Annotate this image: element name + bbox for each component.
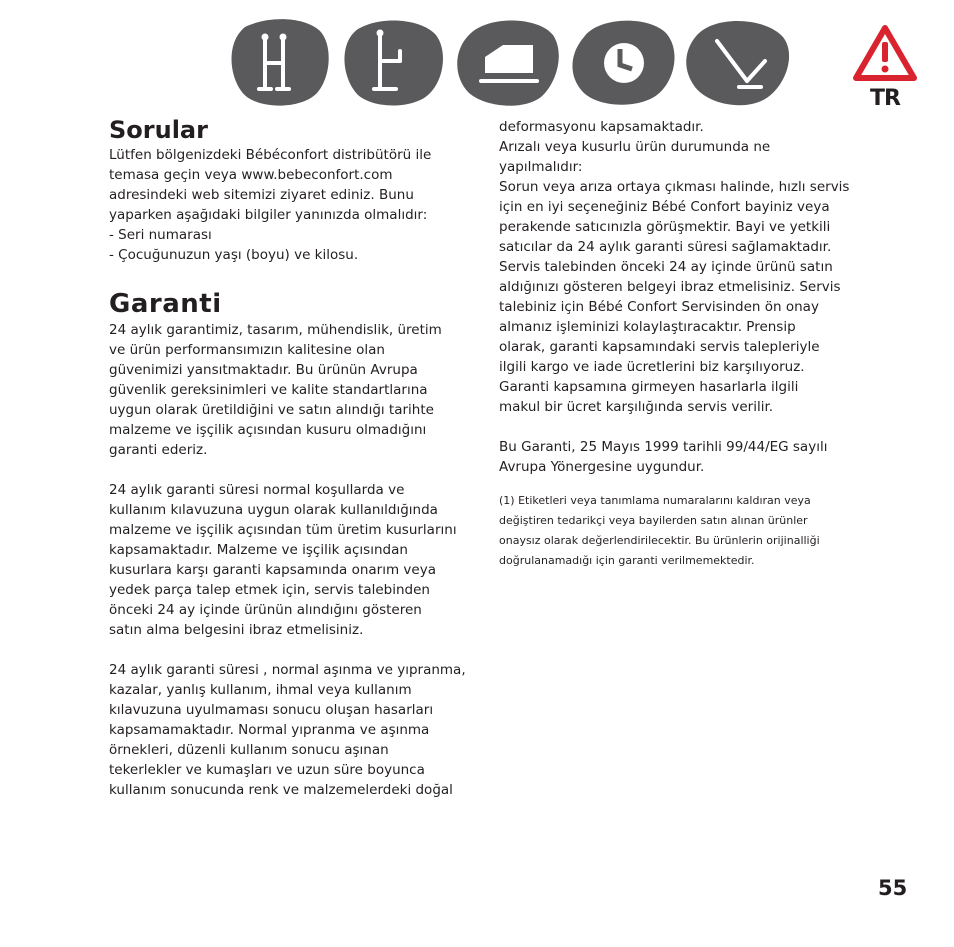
sorular-heading: Sorular [109, 116, 208, 144]
footnote: (1) Etiketleri veya tanımlama numaralarını kaldıran veya değiştiren tedarikçi veya bayilerden satın alınan ürünler onaysız olarak değerlendirilecektir. Bu ürünlerin orijinalliği doğrulanamadığı için garanti verilmemektedir. [499, 494, 820, 567]
service-paragraph: deformasyonu kapsamaktadır. Arızalı veya kusurlu ürün durumunda ne yapılmalıdır: Sorun veya arıza ortaya çıkması halinde, hızlı servis için en iyi seçeneğiniz Bébé Confort bayiniz veya perakende satıcınızla görüşmektir. Bayi ve yetkili satıcılar da 24 aylık garanti süresi sağlamaktadır. Servis talebinden önceki 24 ay içinde ürünü satın aldığınızı gösteren belgeyi ibraz etmelisiniz. Servis talebiniz için Bébé Confort Servisinden ön onay almanız işleminizi kolaylaştıracaktır. Prensip olarak, garanti kapsamındaki servis talepleriyle ilgili kargo ve iade ücretlerini biz karşılıyoruz. Garanti kapsamına girmeyen hasarlarla ilgili makul bir ücret karşılığında servis verilir. [499, 119, 850, 415]
folded-stroller-icon [685, 17, 790, 107]
garanti-paragraph-1: 24 aylık garantimiz, tasarım, mühendislik, üretim ve ürün performansımızın kalitesine olan güvenimizi yansıtmaktadır. Bu ürünün Avrupa güvenlik gereksinimleri ve kalite standartlarına uygun olarak üretildiğini ve satın alındığı tarihte malzeme ve işçilik açısından kusuru olmadığını garanti ederiz. [109, 322, 442, 458]
carrycot-icon [455, 17, 560, 107]
right-column [499, 117, 869, 571]
garanti-paragraph-2: 24 aylık garanti süresi normal koşullarda ve kullanım kılavuzuna uygun olarak kullanıldığında malzeme ve işçilik açısından tüm üretim kusurlarını kapsamaktadır. Malzeme ve işçilik açısından kusurlara karşı garanti kapsamında onarım veya yedek parça talep etmek için, servis talebinden önceki 24 ay içinde ürünün alındığını gösteren satın alma belgesini ibraz etmelisiniz. [109, 482, 457, 638]
seat-icon [340, 17, 445, 107]
garanti-paragraph-3: 24 aylık garanti süresi , normal aşınma ve yıpranma, kazalar, yanlış kullanım, ihmal veya kullanım kılavuzuna uyulmaması sonucu oluşan hasarları kapsamamaktadır. Normal yıpranma ve aşınma örnekleri, düzenli kullanım sonucu aşınan tekerlekler ve kumaşları ve uzun süre boyunca kullanım sonucunda renk ve malzemelerdeki doğal [109, 662, 466, 798]
left-column [109, 115, 479, 800]
sorular-body: Lütfen bölgenizdeki Bébéconfort distribütörü ile temasa geçin veya www.bebeconfort.com adresindeki web sitemizi ziyaret ediniz. Bunu yaparken aşağıdaki bilgiler yanınızda olmalıdır: - Seri numarası - Çocuğunuzun yaşı (boyu) ve kilosu. [109, 147, 432, 263]
directive-paragraph: Bu Garanti, 25 Mayıs 1999 tarihli 99/44/EG sayılı Avrupa Yönergesine uygundur. [499, 439, 828, 475]
car-seat-icon [570, 17, 675, 107]
language-code: TR [870, 86, 900, 111]
stroller-frame-icon [225, 17, 330, 107]
product-icon-row [225, 17, 785, 107]
garanti-heading: Garanti [109, 289, 222, 319]
warning-triangle-icon [852, 24, 918, 82]
page-number: 55 [878, 876, 908, 900]
